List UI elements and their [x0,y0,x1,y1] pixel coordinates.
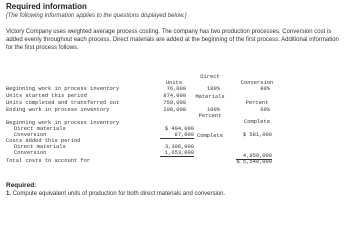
cost-total-label: Total costs to account for [6,158,91,164]
units-row-units: 874,000 [163,93,186,99]
units-row-label: Beginning work in process inventory [6,86,120,92]
cost-row-label: Conversion [14,150,47,156]
units-row-units: 750,000 [163,100,186,106]
cost-value: 3,306,000 [164,144,194,150]
units-row-dm: 100% [207,86,220,92]
units-row-dm: 100% [207,107,220,113]
dm-percent-header: Direct Materials Percent Complete [195,74,225,139]
units-row-conv: 80% [260,86,270,92]
required-item: 1. Compute equivalent units of production for both direct materials and conversion. [6,191,226,197]
units-row-label: Ending work in process inventory [6,107,110,113]
cost-grand-total: $ 5,540,000 [236,159,272,165]
page-title: Required information [6,2,87,11]
units-row-units: 200,000 [163,107,186,113]
info-note: [The following information applies to the questions displayed below.] [6,13,187,19]
cost-row-label: Conversion [14,132,47,138]
cost-section-label: Costs added this period [6,138,81,144]
required-heading: Required: [6,182,37,189]
units-row-conv: 60% [260,107,270,113]
cost-row-label: Direct materials [14,144,66,150]
conversion-percent-header: Conversion Percent Complete [240,80,274,125]
problem-intro: Victory Company uses weighted average process costing. The company has two production processes. Conversion cost is added evenly throughout each process. Direct materials are added at the beginning of the first process. Additional information for the first process follows. [6,29,339,51]
cost-subtotal: 4,959,000 [236,153,272,160]
cost-value: 87,000 [160,132,194,139]
units-row-label: Units completed and transferred out [6,100,120,106]
units-row-units: 76,000 [166,86,186,92]
cost-section-label: Beginning work in process inventory [6,120,120,126]
cost-row-label: Direct materials [14,126,66,132]
units-row-label: Units started this period [6,93,87,99]
cost-subtotal: $ 581,000 [242,132,272,138]
units-header: Units [165,80,183,86]
cost-value: 1,653,000 [160,150,194,157]
cost-value: $ 494,000 [164,126,194,132]
